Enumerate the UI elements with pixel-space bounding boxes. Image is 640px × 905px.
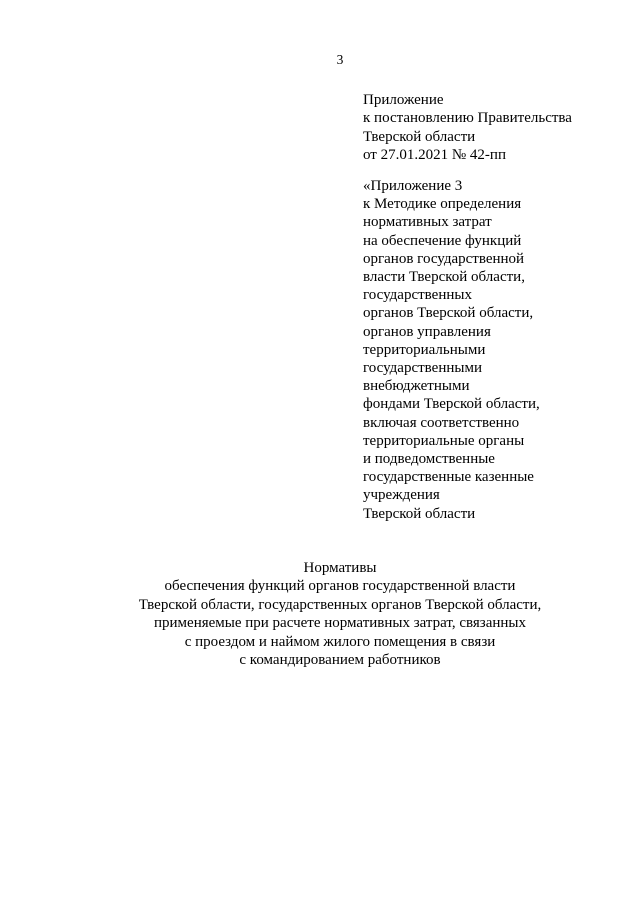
methodology-line: власти Тверской области, [363, 269, 525, 286]
methodology-line: органов управления [363, 323, 491, 340]
methodology-line: нормативных затрат [363, 214, 492, 231]
methodology-line: внебюджетными [363, 378, 470, 395]
title-line: с проездом и наймом жилого помещения в связи [184, 633, 496, 650]
methodology-line: включая соответственно [363, 414, 520, 431]
title-line: обеспечения функций органов государственной власти [164, 578, 516, 595]
title-line: с командированием работников [239, 652, 441, 669]
methodology-line: и подведомственные [363, 451, 495, 468]
methodology-line: государственных [363, 287, 472, 304]
methodology-line: учреждения [363, 487, 440, 504]
methodology-line: Тверской области [363, 505, 476, 522]
methodology-line: на обеспечение функций [363, 232, 522, 249]
methodology-line: территориальными [363, 341, 486, 358]
appendix-line: Тверской области [363, 128, 476, 145]
methodology-line: к Методике определения [363, 196, 522, 213]
methodology-line: органов Тверской области, [363, 305, 534, 322]
appendix-line: к постановлению Правительства [363, 110, 572, 127]
methodology-line: «Приложение 3 [363, 178, 463, 194]
page-number: 3 [336, 52, 344, 67]
title-line: Тверской области, государственных органов Тверской области, [138, 596, 542, 613]
appendix-line: Приложение [363, 92, 444, 108]
appendix-header [363, 91, 633, 164]
document-title [100, 559, 580, 669]
title-line: применяемые при расчете нормативных затрат, связанных [153, 615, 527, 632]
methodology-line: государственные казенные [363, 469, 534, 486]
methodology-line: территориальные органы [363, 432, 525, 449]
methodology-line: государственными [363, 360, 482, 377]
appendix-line: от 27.01.2021 № 42-пп [363, 146, 506, 163]
methodology-line: фондами Тверской области, [363, 396, 540, 413]
methodology-line: органов государственной [363, 250, 525, 267]
title-line: Нормативы [303, 560, 377, 576]
methodology-appendix-header [363, 177, 633, 523]
